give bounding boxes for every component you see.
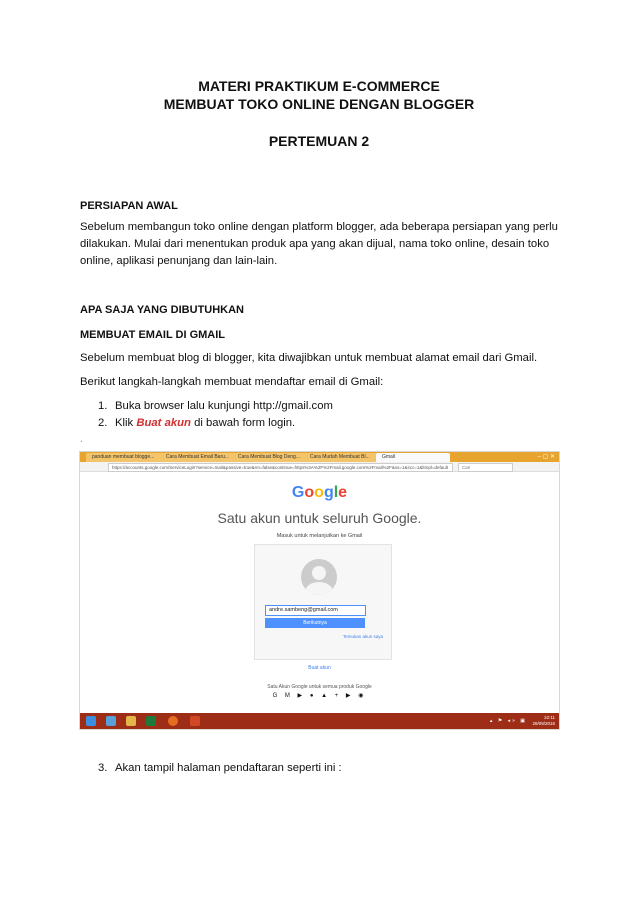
gmail-screenshot [79,451,560,730]
browser-tab-active[interactable]: Gmail [376,453,450,462]
paragraph-intro: Sebelum membuat blog di blogger, kita diwajibkan untuk membuat alamat email dari Gmail. [80,352,538,364]
step-text-post: di bawah form login. [190,417,296,429]
signin-card [254,544,392,660]
find-account-link[interactable]: Temukan akun saya [342,634,383,639]
signin-subtitle: Masuk untuk melanjutkan ke Gmail [276,533,363,539]
step-number: 3. [98,762,108,774]
meeting-label: PERTEMUAN 2 [268,133,370,149]
google-logo-letter: l [333,484,339,501]
google-logo-letter: G [291,484,305,501]
browser-tab[interactable]: Cara Membuat Email Baru... [160,453,234,462]
google-logo-letter: e [338,484,348,501]
stray-mark: ˊ [80,440,83,449]
search-input[interactable]: Cari [458,463,513,472]
browser-tab[interactable]: Cara Mudah Membuat Bl... [304,453,378,462]
step-item-1 [98,400,333,412]
powerpoint-icon[interactable] [190,716,200,726]
next-button[interactable]: Berikutnya [265,618,365,628]
avatar-icon [301,559,337,595]
browser-tabbar [80,452,559,462]
excel-icon[interactable] [146,716,156,726]
doc-title-line1: MATERI PRAKTIKUM E-COMMERCE [198,78,440,94]
address-bar [80,462,559,472]
google-apps-icons: G M ▶ ● ▲ + ▶ ◉ [272,693,367,699]
explorer-icon[interactable] [126,716,136,726]
doc-title-line2: MEMBUAT TOKO ONLINE DENGAN BLOGGER [163,96,475,112]
google-logo [80,484,559,502]
one-account-text: Satu Akun Google untuk semua produk Google [267,684,372,690]
google-logo-text [292,484,347,501]
step-text: Akan tampil halaman pendaftaran seperti ini : [115,762,342,774]
step-highlight: Buat akun [136,417,191,429]
google-logo-letter: o [304,484,315,501]
create-account-link[interactable]: Buat akun [308,665,331,671]
step-text-pre: Klik [115,417,137,429]
paragraph-steps-intro: Berikut langkah-langkah membuat mendaftar email di Gmail: [80,376,384,388]
taskbar-clock [532,715,555,727]
clock-time: 22:11 [544,715,555,720]
google-logo-letter: g [323,484,334,501]
ie-icon[interactable] [106,716,116,726]
section-heading-persiapan: PERSIAPAN AWAL [80,200,178,212]
email-field[interactable]: andre.sambeng@gmail.com [265,605,366,616]
url-input[interactable]: https://accounts.google.com/ServiceLogin?service=mail&passive=true&rm=false&continue=https%3A%2F%2Fmail.google.com%2Fmail%2F&ss=1&scc=1&ltmpl=default [108,463,453,472]
firefox-icon[interactable] [168,716,178,726]
section-heading-gmail: MEMBUAT EMAIL DI GMAIL [80,329,226,341]
step-number: 2. [98,417,108,429]
windows-taskbar [80,713,559,729]
windows-start-icon[interactable] [86,716,96,726]
browser-tab[interactable]: Cara Membuat Blog Deng... [232,453,306,462]
system-tray[interactable]: ▴ ⚑ ◂» ▣ [489,718,527,724]
step-item-2 [98,417,295,429]
step-item-3 [98,762,342,774]
google-logo-letter: o [314,484,324,501]
step-number: 1. [98,400,108,412]
clock-date: 28/09/2016 [532,721,555,726]
window-controls[interactable]: ‒ ▢ ✕ [537,454,555,460]
step-text: Buka browser lalu kunjungi http://gmail.com [115,400,333,412]
signin-headline: Satu akun untuk seluruh Google. [217,510,422,526]
section-heading-kebutuhan: APA SAJA YANG DIBUTUHKAN [80,304,245,316]
browser-tab[interactable]: panduan membuat blogge... [86,453,162,462]
section-paragraph-persiapan: Sebelum membangun toko online dengan platform blogger, ada beberapa persiapan yang perlu dilakukan. Mulai dari menentukan produk apa yang akan dijual, nama toko online, desain toko online, aplikasi penunjang dan lain-lain. [80,221,558,267]
